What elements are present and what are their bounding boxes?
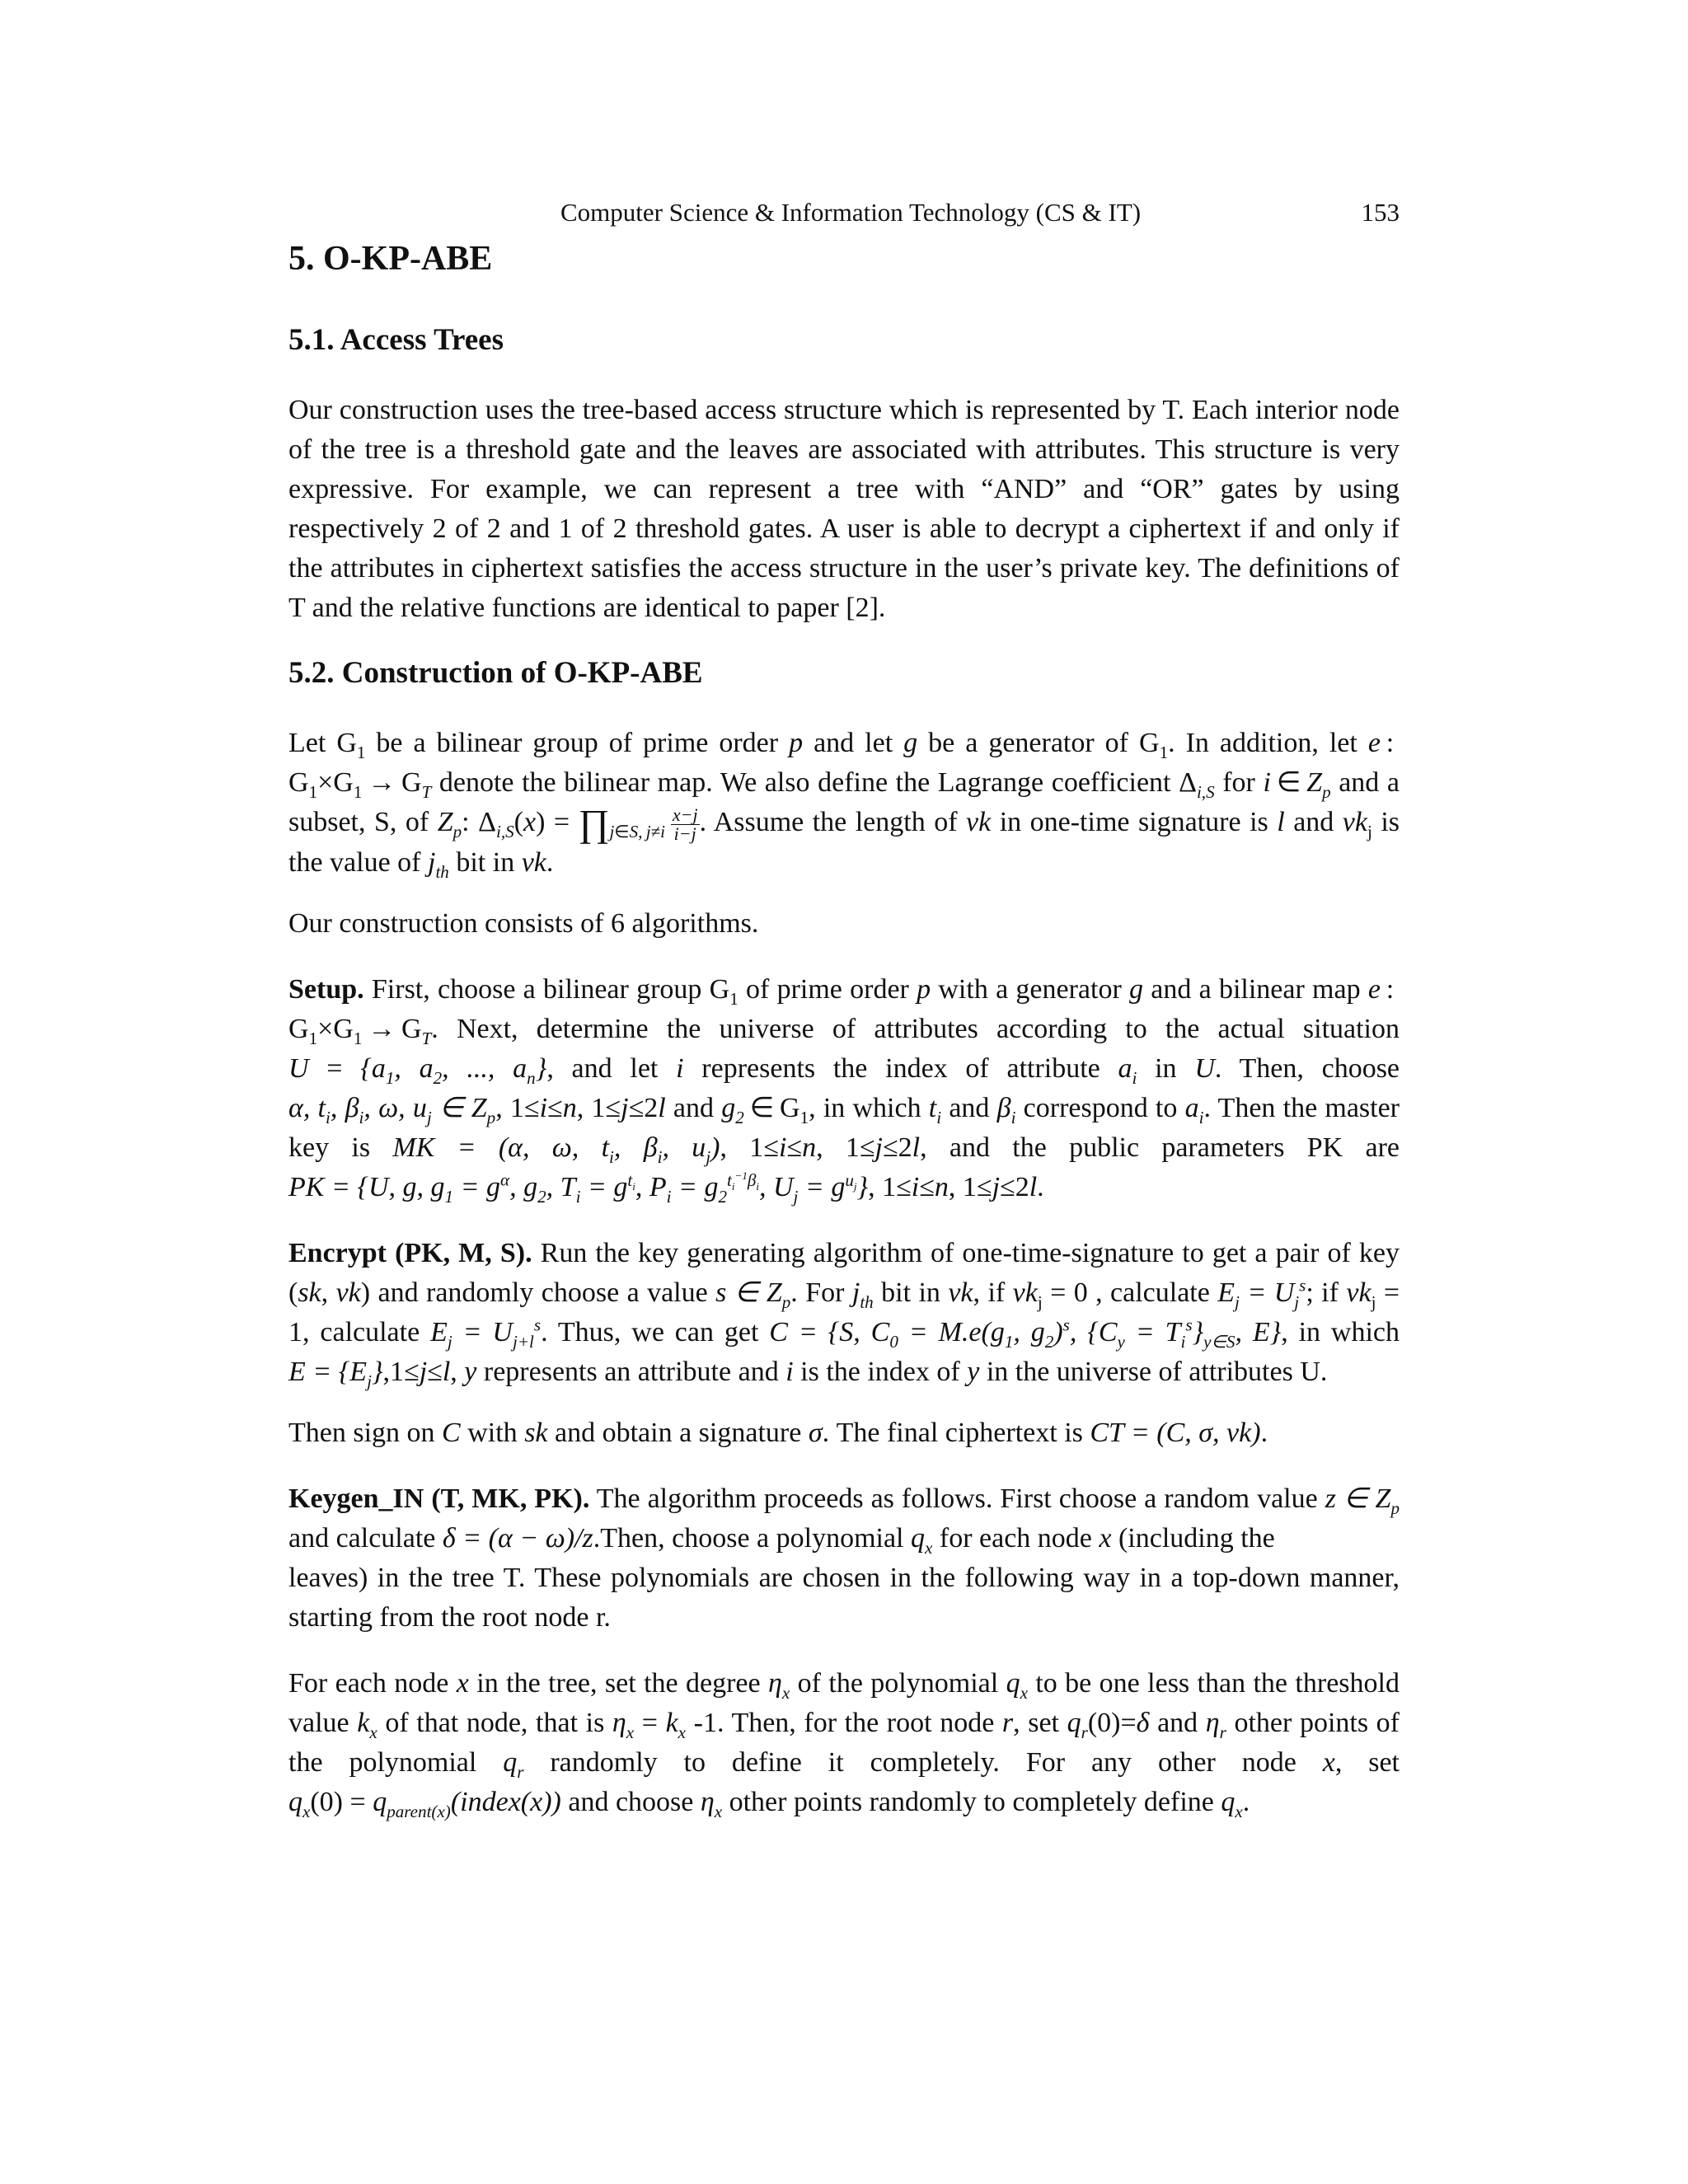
encrypt-paragraph: Encrypt (PK, M, S). Run the key generating algorithm of one-time-signature to get a pair of key (sk, vk) and randomly choose a value s ∈ $Z_p$. For $j_{th}$ bit in vk, if $vk_j = 0$ , calculate $E_j = U_j^s$; if $vk_j = 1$, calculate $E_j = U_{j+l}^s$. Thus, we can get C = {S, $C_0 = M.e(g_1$, $g_2)^s$, $\{C_y = T_i^s\}_{y\in S}$, E}, in which $E = \{E_j\},1\le j\le l$, y represents an attribute and i is the index of y in the universe of attributes U. [288, 1238, 1400, 1391]
construction-consists-text: Our construction consists of 6 algorithms. [288, 908, 759, 939]
keygen-label: Keygen_IN (T, MK, PK). [288, 1483, 590, 1514]
section-title: 5. O-KP-ABE [288, 240, 493, 278]
page-number: 153 [1361, 198, 1400, 227]
keygen-paragraph-continued: leaves) in the tree T. These polynomials are chosen in the following way in a top-down manner, starting from the root node r. [288, 1563, 1400, 1633]
keygen-paragraph: Keygen_IN (T, MK, PK). The algorithm proceeds as follows. First choose a random value z ∈ $Z_p$ and calculate δ = (α − ω)/z.Then, choose a polynomial $q_x$ for each node x (including the [288, 1483, 1400, 1558]
subsection-access-trees-title: 5.1. Access Trees [288, 323, 504, 357]
subsection-construction-title: 5.2. Construction of O-KP-ABE [288, 656, 703, 690]
construction-definitions-paragraph: Let $G_1$ be a bilinear group of prime order p and let g be a generator of $G_1$. In addition, let e : $G_1\times G_1 \to G_T$ denote the bilinear map. We also define the Lagrange coefficient $\Delta_{i,S}$ for i ∈ $Z_p$ and a subset, S, of $Z_p$: $\Delta_{i,S}(x)$ = $\prod_{j\in S, j\ne i}$ $\frac{x-j}{i-j}$ . Assume the length of vk in one-time signature is l and $vk_j$ is the value of $j_{th}$ bit in vk. [288, 728, 1400, 882]
setup-paragraph: Setup. First, choose a bilinear group $G_1$ of prime order p with a generator g and a bilinear map e : $G_1\times G_1 \to G_T$. Next, determine the universe of attributes according to the actual situation $U = \{a_1$, $a_2$, ..., $a_n$}, and let i represents the index of attribute $a_i$ in U. Then, choose α, $t_i$, $\beta_i$, ω, $u_j$ ∈ $Z_p$, 1≤i≤n, 1≤j≤2l and $g_2$ ∈ $G_1$, in which $t_i$ and $\beta_i$ correspond to $a_i$. Then the master key is MK = (α, ω, $t_i$, $\beta_i$, $u_j$), 1≤i≤n, 1≤j≤2l, and the public parameters PK are PK = {U, g, $g_1 = g^\alpha$, $g_2$, $T_i = g^{t_i}$, $P_i = g_2^{t_i^{-1}\beta_i}$, $U_j = g^{u_j}$}, 1≤i≤n, 1≤j≤2l. [288, 974, 1400, 1207]
access-trees-paragraph: Our construction uses the tree-based access structure which is represented by T. Each interior node of the tree is a threshold gate and the leaves are associated with attributes. This structure is very expressive. For example, we can represent a tree with “AND” and “OR” gates by using respectively 2 of 2 and 1 of 2 threshold gates. A user is able to decrypt a ciphertext if and only if the attributes in ciphertext satisfies the access structure in the user’s private key. The definitions of T and the relative functions are identical to paper [2]. [288, 395, 1400, 623]
encrypt-label: Encrypt (PK, M, S). [288, 1238, 532, 1268]
running-title: Computer Science & Information Technology (CS & IT) [560, 198, 1142, 227]
sign-paragraph: Then sign on C with sk and obtain a signature σ. The final ciphertext is CT = (C, σ, vk). [288, 1418, 1268, 1448]
node-polynomial-paragraph: For each node x in the tree, set the degree $\eta_x$ of the polynomial $q_x$ to be one less than the threshold value $k_x$ of that node, that is $\eta_x = k_x$ -1. Then, for the root node r, set $q_r(0)=\delta$ and $\eta_r$ other points of the polynomial $q_r$ randomly to define it completely. For any other node x, set $q_x(0)$ = $q_{parent(x)}(index(x))$ and choose $\eta_x$ other points randomly to completely define $q_x$. [288, 1668, 1400, 1821]
page-body [288, 223, 1400, 1849]
setup-label: Setup. [288, 974, 364, 1005]
